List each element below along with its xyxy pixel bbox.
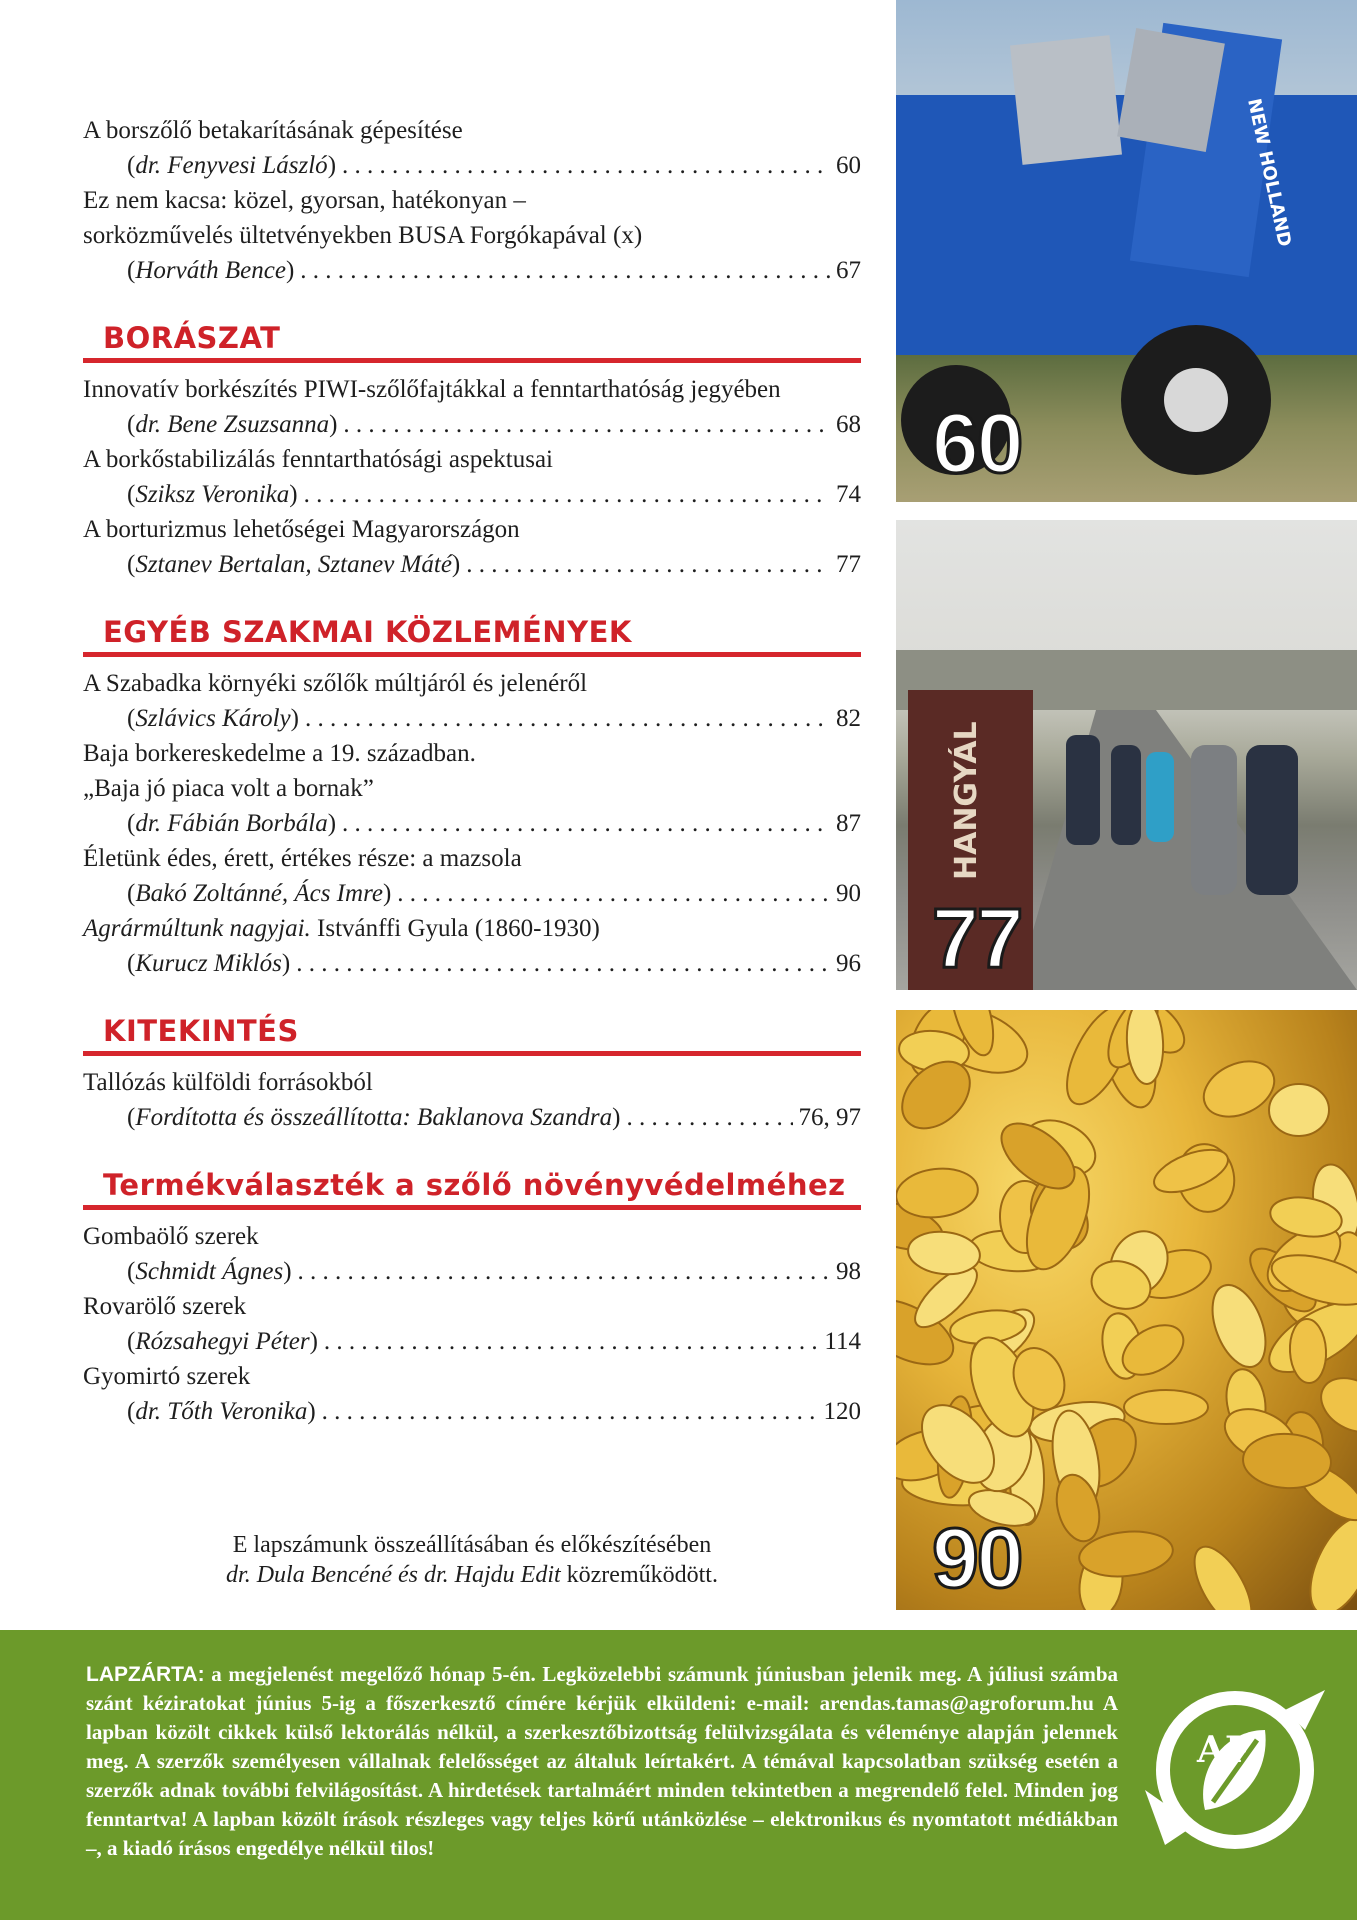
dot-leader <box>298 1254 830 1289</box>
dot-leader <box>627 1100 793 1135</box>
author-name: dr. Tőth Veronika <box>135 1398 308 1425</box>
entry-title-italic: Agrármúltunk nagyjai. <box>83 915 311 942</box>
entry-title-text: Gombaölő szerek <box>83 1223 259 1250</box>
author-name: Kurucz Miklós <box>135 950 282 977</box>
toc-entry <box>83 183 861 288</box>
entry-title <box>83 1289 861 1324</box>
page-number: 74 <box>836 481 861 508</box>
entry-author-line <box>83 477 861 512</box>
page-number: 77 <box>836 551 861 578</box>
page-number: 76, 97 <box>798 1104 861 1131</box>
entry-author: (Horváth Bence) <box>127 257 295 284</box>
entry-author: (Kurucz Miklós) <box>127 950 291 977</box>
entry-title-text: Innovatív borkészítés PIWI-szőlőfajtákkal a fenntarthatóság jegyében <box>83 376 781 403</box>
entry-title-text: Rovarölő szerek <box>83 1293 247 1320</box>
dot-leader <box>342 806 830 841</box>
author-name: Schmidt Ágnes <box>135 1258 284 1285</box>
section-heading: KITEKINTÉS <box>83 1011 861 1056</box>
entry-title <box>83 911 861 946</box>
entry-author: (Schmidt Ágnes) <box>127 1258 292 1285</box>
entry-title <box>83 841 861 876</box>
trail-photo <box>896 520 1357 990</box>
dot-leader <box>342 148 830 183</box>
entry-title <box>83 1219 861 1254</box>
entry-title-text: Tallózás külföldi forrásokból <box>83 1069 373 1096</box>
author-name: Rózsahegyi Péter <box>135 1328 310 1355</box>
toc-entry <box>83 1065 861 1135</box>
entry-title <box>83 1359 861 1394</box>
entry-author-line <box>83 1394 861 1429</box>
raisin-shape <box>1269 1083 1330 1136</box>
svg-text:AF: AF <box>1197 1729 1251 1771</box>
entry-author-line <box>83 253 861 288</box>
toc-entry <box>83 911 861 981</box>
dot-leader <box>324 1324 819 1359</box>
dot-leader <box>343 407 830 442</box>
entry-title-text: Gyomirtó szerek <box>83 1363 251 1390</box>
page-number: 82 <box>836 705 861 732</box>
toc-entry <box>83 113 861 183</box>
raisin-shape <box>1297 1508 1357 1610</box>
credits <box>83 1530 861 1590</box>
page-number: 60 <box>836 152 861 179</box>
entry-author: (dr. Fenyvesi László) <box>127 152 337 179</box>
entry-title-text: A borszőlő betakarításának gépesítése <box>83 117 463 144</box>
section-heading: Termékválaszték a szőlő növényvédelméhez <box>83 1165 861 1210</box>
dot-leader <box>466 547 830 582</box>
entry-author-line <box>83 806 861 841</box>
page-badge-77: 77 <box>932 891 1022 985</box>
toc-entry <box>83 841 861 911</box>
footer-notice <box>0 1630 1357 1920</box>
entry-title: „Baja jó piaca volt a bornak” <box>83 775 374 802</box>
entry-title-text: A Szabadka környéki szőlők múltjáról és jelenéről <box>83 670 588 697</box>
page-number: 90 <box>836 880 861 907</box>
entry-author: (Fordította és összeállította: Baklanova Szandra) <box>127 1104 621 1131</box>
entry-title: sorközművelés ültetvényekben BUSA Forgókapával (x) <box>83 222 643 249</box>
author-name: Bakó Zoltánné, Ács Imre <box>135 880 383 907</box>
toc-entry <box>83 1289 861 1359</box>
toc-entry <box>83 1359 861 1429</box>
toc-entry <box>83 442 861 512</box>
footer-text <box>86 1660 1118 1863</box>
entry-title-text: Életünk édes, érett, értékes része: a mazsola <box>83 845 522 872</box>
footer-body: a megjelenést megelőző hónap 5-én. Legközelebbi számunk júniusban jelenik meg. A júliusi számba szánt kéziratokat június 5-ig a főszerkesztő címére kérjük elküldeni: e-mail: arendas.tamas@agroforum.hu A lapban közölt cikkek külső lektorálás nélkül, a szerkesztőbizottság felülvizsgálata és véleménye alapján jelennek meg. A szerzők személyesen vállalnak felelősséget az általuk leírtakért. A témával kapcsolatban szükség esetén a szerzők adnak további felvilágosítást. A hirdetések tartalmáért minden tekintetben a megrendelő felel. Minden jog fenntartva! A lapban közölt írások részleges vagy teljes körű utánközlése – elektronikus és nyomtatott médiákban –, a kiadó írásos engedélye nélkül tilos! <box>86 1662 1118 1860</box>
entry-author-line <box>83 1324 861 1359</box>
entry-author: (Sziksz Veronika) <box>127 481 298 508</box>
toc-entry <box>83 512 861 582</box>
entry-author: (Rózsahegyi Péter) <box>127 1328 318 1355</box>
page-badge-90: 90 <box>932 1511 1022 1605</box>
entry-author-line <box>83 701 861 736</box>
entry-author: (Szlávics Károly) <box>127 705 299 732</box>
entry-author: (Bakó Zoltánné, Ács Imre) <box>127 880 392 907</box>
dot-leader <box>296 946 830 981</box>
credits-line-1: E lapszámunk összeállításában és előkészítésében <box>232 1532 712 1558</box>
entry-title <box>83 113 861 148</box>
page-number: 114 <box>824 1328 861 1355</box>
page-number: 120 <box>823 1398 861 1425</box>
entry-title <box>83 442 861 477</box>
toc-entry <box>83 372 861 442</box>
entry-author: (dr. Fábián Borbála) <box>127 810 337 837</box>
toc-entry <box>83 736 861 841</box>
credits-line-2 <box>83 1560 861 1590</box>
entry-author-line <box>83 946 861 981</box>
entry-author-line <box>83 547 861 582</box>
author-name: Fordította és összeállította: Baklanova Szandra <box>135 1104 613 1131</box>
entry-title-text: Istvánffi Gyula (1860-1930) <box>310 915 600 942</box>
entry-title: Baja borkereskedelme a 19. században. <box>83 740 476 767</box>
author-name: Sziksz Veronika <box>135 481 290 508</box>
author-name: Szlávics Károly <box>135 705 291 732</box>
author-name: Horváth Bence <box>135 257 286 284</box>
agroforum-logo-icon <box>1135 1670 1335 1870</box>
dot-leader <box>304 477 830 512</box>
page-number: 96 <box>836 950 861 977</box>
entry-title: Ez nem kacsa: közel, gyorsan, hatékonyan – <box>83 187 526 214</box>
raisins-photo <box>896 1010 1357 1610</box>
dot-leader <box>305 701 830 736</box>
raisin-shape <box>896 1164 981 1222</box>
credits-suffix: közreműködött. <box>560 1562 718 1588</box>
entry-title <box>83 372 861 407</box>
harvester-brand-text: NEW HOLLAND <box>1243 96 1295 249</box>
trail-sign-text: HANGYÁL <box>949 721 984 880</box>
entry-author-line <box>83 1254 861 1289</box>
raisin-shape <box>1183 1538 1263 1610</box>
dot-leader <box>300 253 830 288</box>
entry-author: (dr. Tőth Veronika) <box>127 1398 316 1425</box>
toc-entry <box>83 666 861 736</box>
section-heading: BORÁSZAT <box>83 318 861 363</box>
page-number: 68 <box>836 411 861 438</box>
raisin-shape <box>1202 1278 1276 1375</box>
table-of-contents <box>83 113 861 1429</box>
entry-author-line <box>83 148 861 183</box>
dot-leader <box>397 876 830 911</box>
page-number: 98 <box>836 1258 861 1285</box>
raisin-shape <box>1124 1390 1208 1424</box>
author-name: Sztanev Bertalan, Sztanev Máté <box>135 551 452 578</box>
entry-title <box>83 1065 861 1100</box>
entry-author-line <box>83 407 861 442</box>
harvester-photo <box>896 0 1357 502</box>
author-name: dr. Fábián Borbála <box>135 810 328 837</box>
page-badge-60: 60 <box>932 396 1022 490</box>
toc-entry <box>83 1219 861 1289</box>
entry-title <box>83 512 861 547</box>
entry-author: (dr. Bene Zsuzsanna) <box>127 411 338 438</box>
section-heading: EGYÉB SZAKMAI KÖZLEMÉNYEK <box>83 612 861 657</box>
entry-author-line <box>83 1100 861 1135</box>
entry-author: (Sztanev Bertalan, Sztanev Máté) <box>127 551 461 578</box>
page-number: 87 <box>836 810 861 837</box>
credits-names: dr. Dula Bencéné és dr. Hajdu Edit <box>226 1562 561 1588</box>
footer-lead: LAPZÁRTA: <box>86 1663 205 1686</box>
author-name: dr. Bene Zsuzsanna <box>135 411 330 438</box>
entry-title <box>83 666 861 701</box>
entry-title-text: A borturizmus lehetőségei Magyarországon <box>83 516 520 543</box>
entry-title-text: A borkőstabilizálás fenntarthatósági aspektusai <box>83 446 554 473</box>
dot-leader <box>322 1394 818 1429</box>
author-name: dr. Fenyvesi László <box>135 152 328 179</box>
page-number: 67 <box>836 257 861 284</box>
entry-author-line <box>83 876 861 911</box>
